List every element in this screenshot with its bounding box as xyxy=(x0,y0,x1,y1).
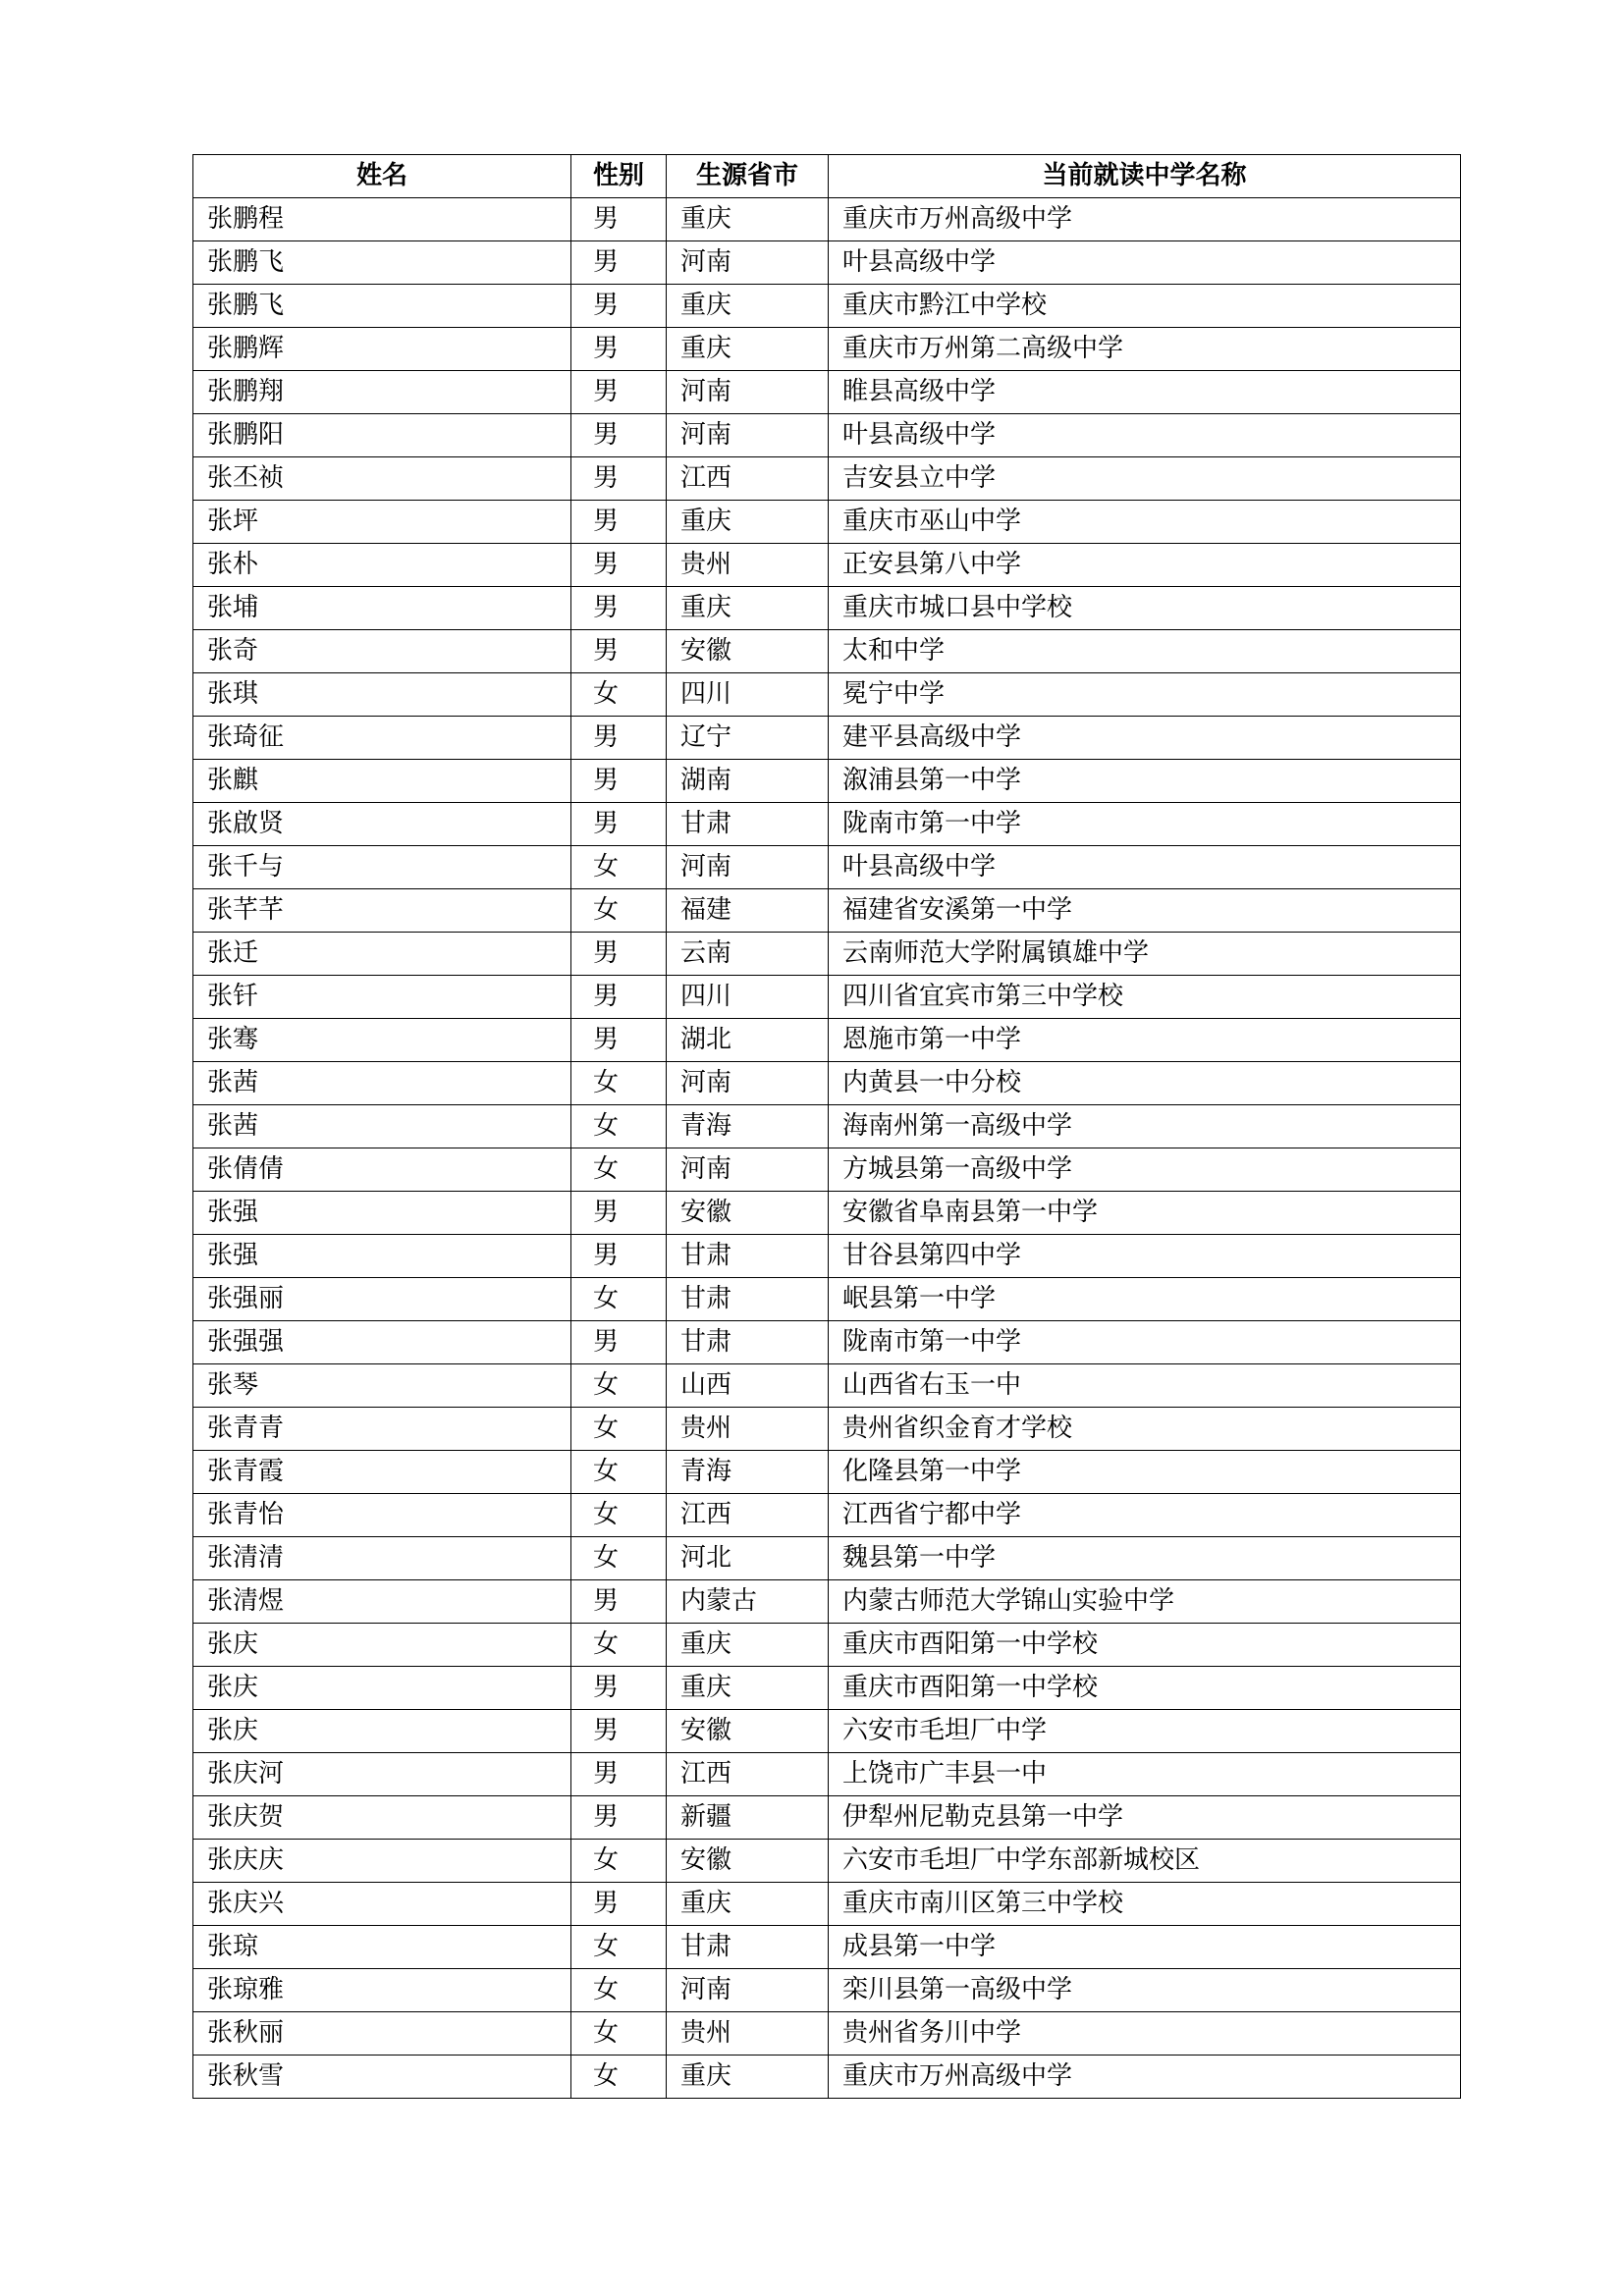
cell-gender: 女 xyxy=(571,1451,667,1494)
cell-school: 成县第一中学 xyxy=(829,1926,1461,1969)
cell-gender: 女 xyxy=(571,1278,667,1321)
cell-province: 河南 xyxy=(667,846,829,889)
cell-province: 甘肃 xyxy=(667,1321,829,1364)
table-row xyxy=(193,1580,1461,1624)
table-row xyxy=(193,1753,1461,1796)
cell-school: 陇南市第一中学 xyxy=(829,803,1461,846)
cell-school: 重庆市南川区第三中学校 xyxy=(829,1883,1461,1926)
cell-province: 重庆 xyxy=(667,587,829,630)
table-row xyxy=(193,501,1461,544)
header-province: 生源省市 xyxy=(667,155,829,198)
cell-gender: 女 xyxy=(571,1408,667,1451)
table-row xyxy=(193,1883,1461,1926)
cell-gender: 男 xyxy=(571,328,667,371)
table-row xyxy=(193,1494,1461,1537)
cell-school: 江西省宁都中学 xyxy=(829,1494,1461,1537)
cell-gender: 女 xyxy=(571,1148,667,1192)
table-row xyxy=(193,1408,1461,1451)
cell-name: 张鹏飞 xyxy=(193,285,571,328)
table-row xyxy=(193,457,1461,501)
table-row xyxy=(193,1840,1461,1883)
table-row xyxy=(193,1710,1461,1753)
cell-name: 张芊芊 xyxy=(193,889,571,933)
cell-name: 张丕祯 xyxy=(193,457,571,501)
cell-province: 辽宁 xyxy=(667,717,829,760)
table-row xyxy=(193,1019,1461,1062)
table-row xyxy=(193,889,1461,933)
student-table xyxy=(192,154,1461,2099)
cell-school: 甘谷县第四中学 xyxy=(829,1235,1461,1278)
cell-gender: 男 xyxy=(571,544,667,587)
table-header xyxy=(193,155,1461,198)
table-row xyxy=(193,1278,1461,1321)
header-row xyxy=(193,155,1461,198)
cell-gender: 女 xyxy=(571,2012,667,2056)
table-row xyxy=(193,846,1461,889)
cell-gender: 男 xyxy=(571,630,667,673)
cell-province: 河南 xyxy=(667,414,829,457)
cell-province: 山西 xyxy=(667,1364,829,1408)
cell-gender: 女 xyxy=(571,1537,667,1580)
cell-province: 河南 xyxy=(667,1062,829,1105)
cell-name: 张强 xyxy=(193,1235,571,1278)
table-row xyxy=(193,285,1461,328)
cell-province: 湖北 xyxy=(667,1019,829,1062)
cell-name: 张鹏阳 xyxy=(193,414,571,457)
cell-province: 安徽 xyxy=(667,1192,829,1235)
cell-province: 青海 xyxy=(667,1105,829,1148)
cell-name: 张庆 xyxy=(193,1624,571,1667)
table-row xyxy=(193,1062,1461,1105)
cell-gender: 女 xyxy=(571,2056,667,2099)
table-row xyxy=(193,1148,1461,1192)
cell-name: 张茜 xyxy=(193,1105,571,1148)
cell-gender: 女 xyxy=(571,1969,667,2012)
table-row xyxy=(193,241,1461,285)
cell-gender: 男 xyxy=(571,371,667,414)
cell-province: 河北 xyxy=(667,1537,829,1580)
cell-name: 张琪 xyxy=(193,673,571,717)
cell-gender: 男 xyxy=(571,1235,667,1278)
cell-school: 上饶市广丰县一中 xyxy=(829,1753,1461,1796)
cell-province: 河南 xyxy=(667,1148,829,1192)
cell-name: 张麒 xyxy=(193,760,571,803)
table-row xyxy=(193,2056,1461,2099)
cell-name: 张秋丽 xyxy=(193,2012,571,2056)
cell-school: 贵州省务川中学 xyxy=(829,2012,1461,2056)
table-row xyxy=(193,414,1461,457)
cell-gender: 女 xyxy=(571,846,667,889)
table-row xyxy=(193,630,1461,673)
table-row xyxy=(193,1926,1461,1969)
cell-province: 湖南 xyxy=(667,760,829,803)
cell-province: 甘肃 xyxy=(667,1926,829,1969)
cell-name: 张千与 xyxy=(193,846,571,889)
cell-province: 安徽 xyxy=(667,1710,829,1753)
cell-name: 张秋雪 xyxy=(193,2056,571,2099)
table-row xyxy=(193,1624,1461,1667)
cell-name: 张茜 xyxy=(193,1062,571,1105)
cell-school: 重庆市城口县中学校 xyxy=(829,587,1461,630)
cell-school: 海南州第一高级中学 xyxy=(829,1105,1461,1148)
cell-school: 重庆市万州第二高级中学 xyxy=(829,328,1461,371)
cell-name: 张啟贤 xyxy=(193,803,571,846)
cell-school: 四川省宜宾市第三中学校 xyxy=(829,976,1461,1019)
cell-school: 陇南市第一中学 xyxy=(829,1321,1461,1364)
cell-name: 张庆河 xyxy=(193,1753,571,1796)
cell-gender: 男 xyxy=(571,1192,667,1235)
cell-province: 内蒙古 xyxy=(667,1580,829,1624)
cell-province: 青海 xyxy=(667,1451,829,1494)
table-row xyxy=(193,1235,1461,1278)
cell-name: 张钎 xyxy=(193,976,571,1019)
cell-gender: 男 xyxy=(571,1321,667,1364)
cell-province: 江西 xyxy=(667,457,829,501)
cell-school: 安徽省阜南县第一中学 xyxy=(829,1192,1461,1235)
cell-province: 江西 xyxy=(667,1494,829,1537)
cell-province: 贵州 xyxy=(667,544,829,587)
cell-name: 张鹏飞 xyxy=(193,241,571,285)
cell-gender: 男 xyxy=(571,1796,667,1840)
cell-school: 六安市毛坦厂中学东部新城校区 xyxy=(829,1840,1461,1883)
cell-name: 张强 xyxy=(193,1192,571,1235)
cell-school: 重庆市万州高级中学 xyxy=(829,2056,1461,2099)
table-row xyxy=(193,371,1461,414)
table-row xyxy=(193,587,1461,630)
cell-gender: 女 xyxy=(571,1926,667,1969)
header-school: 当前就读中学名称 xyxy=(829,155,1461,198)
cell-province: 重庆 xyxy=(667,501,829,544)
cell-name: 张庆兴 xyxy=(193,1883,571,1926)
cell-province: 甘肃 xyxy=(667,803,829,846)
cell-province: 重庆 xyxy=(667,285,829,328)
cell-gender: 女 xyxy=(571,1062,667,1105)
cell-province: 安徽 xyxy=(667,630,829,673)
cell-school: 重庆市黔江中学校 xyxy=(829,285,1461,328)
cell-gender: 男 xyxy=(571,1883,667,1926)
table-body xyxy=(193,198,1461,2099)
cell-name: 张琼 xyxy=(193,1926,571,1969)
table-row xyxy=(193,673,1461,717)
table-row xyxy=(193,1537,1461,1580)
cell-school: 建平县高级中学 xyxy=(829,717,1461,760)
table-row xyxy=(193,1451,1461,1494)
header-gender: 性别 xyxy=(571,155,667,198)
table-row xyxy=(193,1796,1461,1840)
cell-school: 岷县第一中学 xyxy=(829,1278,1461,1321)
cell-gender: 男 xyxy=(571,1019,667,1062)
table-row xyxy=(193,328,1461,371)
table-row xyxy=(193,1969,1461,2012)
cell-province: 江西 xyxy=(667,1753,829,1796)
cell-school: 魏县第一中学 xyxy=(829,1537,1461,1580)
cell-name: 张青青 xyxy=(193,1408,571,1451)
table-row xyxy=(193,717,1461,760)
cell-gender: 男 xyxy=(571,285,667,328)
cell-gender: 女 xyxy=(571,673,667,717)
cell-gender: 女 xyxy=(571,889,667,933)
cell-gender: 男 xyxy=(571,976,667,1019)
cell-gender: 女 xyxy=(571,1840,667,1883)
cell-name: 张琴 xyxy=(193,1364,571,1408)
cell-school: 云南师范大学附属镇雄中学 xyxy=(829,933,1461,976)
cell-name: 张奇 xyxy=(193,630,571,673)
cell-province: 贵州 xyxy=(667,1408,829,1451)
cell-school: 六安市毛坦厂中学 xyxy=(829,1710,1461,1753)
cell-gender: 女 xyxy=(571,1494,667,1537)
cell-province: 河南 xyxy=(667,371,829,414)
cell-gender: 女 xyxy=(571,1105,667,1148)
table-row xyxy=(193,1364,1461,1408)
cell-name: 张青霞 xyxy=(193,1451,571,1494)
cell-gender: 男 xyxy=(571,501,667,544)
cell-name: 张朴 xyxy=(193,544,571,587)
cell-school: 重庆市酉阳第一中学校 xyxy=(829,1624,1461,1667)
cell-province: 安徽 xyxy=(667,1840,829,1883)
cell-name: 张琦征 xyxy=(193,717,571,760)
cell-gender: 男 xyxy=(571,414,667,457)
table-row xyxy=(193,933,1461,976)
cell-province: 重庆 xyxy=(667,1667,829,1710)
cell-name: 张鹏程 xyxy=(193,198,571,241)
cell-name: 张庆 xyxy=(193,1710,571,1753)
cell-province: 重庆 xyxy=(667,328,829,371)
cell-province: 重庆 xyxy=(667,1624,829,1667)
cell-name: 张埔 xyxy=(193,587,571,630)
cell-school: 重庆市万州高级中学 xyxy=(829,198,1461,241)
cell-name: 张鹏辉 xyxy=(193,328,571,371)
table-row xyxy=(193,1105,1461,1148)
cell-school: 冕宁中学 xyxy=(829,673,1461,717)
cell-province: 重庆 xyxy=(667,2056,829,2099)
cell-school: 溆浦县第一中学 xyxy=(829,760,1461,803)
table-row xyxy=(193,2012,1461,2056)
cell-province: 新疆 xyxy=(667,1796,829,1840)
table-row xyxy=(193,544,1461,587)
cell-gender: 男 xyxy=(571,933,667,976)
cell-gender: 男 xyxy=(571,198,667,241)
cell-province: 甘肃 xyxy=(667,1278,829,1321)
cell-school: 吉安县立中学 xyxy=(829,457,1461,501)
cell-school: 方城县第一高级中学 xyxy=(829,1148,1461,1192)
cell-province: 甘肃 xyxy=(667,1235,829,1278)
table-row xyxy=(193,803,1461,846)
cell-province: 河南 xyxy=(667,1969,829,2012)
cell-province: 云南 xyxy=(667,933,829,976)
cell-school: 山西省右玉一中 xyxy=(829,1364,1461,1408)
cell-school: 栾川县第一高级中学 xyxy=(829,1969,1461,2012)
table-row xyxy=(193,760,1461,803)
cell-name: 张迁 xyxy=(193,933,571,976)
cell-name: 张琼雅 xyxy=(193,1969,571,2012)
table-row xyxy=(193,198,1461,241)
cell-province: 河南 xyxy=(667,241,829,285)
cell-school: 化隆县第一中学 xyxy=(829,1451,1461,1494)
cell-province: 重庆 xyxy=(667,198,829,241)
cell-school: 内黄县一中分校 xyxy=(829,1062,1461,1105)
cell-school: 伊犁州尼勒克县第一中学 xyxy=(829,1796,1461,1840)
cell-gender: 男 xyxy=(571,241,667,285)
cell-province: 福建 xyxy=(667,889,829,933)
cell-school: 福建省安溪第一中学 xyxy=(829,889,1461,933)
cell-province: 四川 xyxy=(667,673,829,717)
header-name: 姓名 xyxy=(193,155,571,198)
table-row xyxy=(193,1321,1461,1364)
cell-gender: 男 xyxy=(571,1667,667,1710)
cell-school: 内蒙古师范大学锦山实验中学 xyxy=(829,1580,1461,1624)
cell-name: 张庆贺 xyxy=(193,1796,571,1840)
cell-school: 贵州省织金育才学校 xyxy=(829,1408,1461,1451)
cell-gender: 男 xyxy=(571,457,667,501)
cell-gender: 男 xyxy=(571,1580,667,1624)
cell-name: 张坪 xyxy=(193,501,571,544)
cell-name: 张清煜 xyxy=(193,1580,571,1624)
cell-gender: 男 xyxy=(571,760,667,803)
cell-gender: 男 xyxy=(571,587,667,630)
cell-school: 正安县第八中学 xyxy=(829,544,1461,587)
cell-name: 张骞 xyxy=(193,1019,571,1062)
cell-gender: 男 xyxy=(571,803,667,846)
table-row xyxy=(193,976,1461,1019)
cell-province: 四川 xyxy=(667,976,829,1019)
cell-name: 张鹏翔 xyxy=(193,371,571,414)
cell-name: 张庆庆 xyxy=(193,1840,571,1883)
cell-name: 张青怡 xyxy=(193,1494,571,1537)
cell-gender: 女 xyxy=(571,1624,667,1667)
table-row xyxy=(193,1192,1461,1235)
cell-school: 叶县高级中学 xyxy=(829,241,1461,285)
cell-school: 叶县高级中学 xyxy=(829,414,1461,457)
cell-school: 重庆市巫山中学 xyxy=(829,501,1461,544)
cell-name: 张强强 xyxy=(193,1321,571,1364)
cell-school: 重庆市酉阳第一中学校 xyxy=(829,1667,1461,1710)
cell-gender: 男 xyxy=(571,1710,667,1753)
cell-gender: 男 xyxy=(571,717,667,760)
cell-province: 贵州 xyxy=(667,2012,829,2056)
cell-school: 睢县高级中学 xyxy=(829,371,1461,414)
cell-school: 太和中学 xyxy=(829,630,1461,673)
cell-school: 叶县高级中学 xyxy=(829,846,1461,889)
cell-name: 张倩倩 xyxy=(193,1148,571,1192)
cell-school: 恩施市第一中学 xyxy=(829,1019,1461,1062)
table-row xyxy=(193,1667,1461,1710)
cell-name: 张清清 xyxy=(193,1537,571,1580)
cell-name: 张强丽 xyxy=(193,1278,571,1321)
cell-name: 张庆 xyxy=(193,1667,571,1710)
cell-gender: 女 xyxy=(571,1364,667,1408)
cell-gender: 男 xyxy=(571,1753,667,1796)
cell-province: 重庆 xyxy=(667,1883,829,1926)
